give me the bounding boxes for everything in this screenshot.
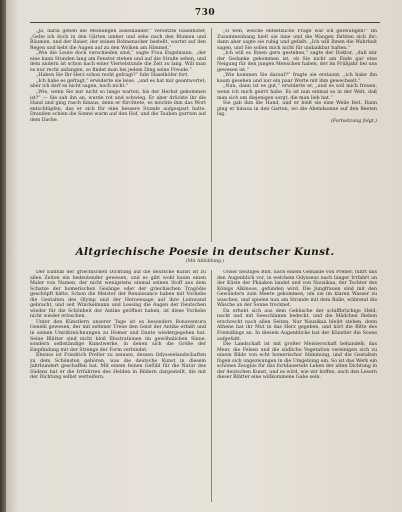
story-paragraph: „Ich habe es gefragt,“ erwiderte sie leise, „und es hat mir geantwortet; aber ich darf es nicht sagen, noch nicht.“	[30, 78, 206, 90]
article-paragraph: Unter den Künstlern unserer Tage ist es besonders Bonaventura Genelli gewesen, der mit seltener Treue den Geist der Antike erfaßt und in seinen Umrißzeichnungen zu Homer und Dante wiedergegeben hat. Seine Blätter sind nicht bloß Illustrationen im gewöhnlichen Sinne, sondern selbständige Kunstwerke, in denen sich die Größe der Empfindung mit der Strenge der Form verbindet.	[30, 319, 206, 353]
story-paragraph: „Ich will es Ihnen gern gestehen,“ sagte der Doktor, „daß mir der Gedanke gekommen ist, ob Sie nicht am Ende gar eine Neigung für den jungen Menschen haben, der im Frühjahr bei uns gewesen ist.“	[217, 51, 377, 73]
article-column-left	[30, 270, 206, 504]
column-divider-top	[211, 28, 212, 242]
story-paragraph: Sie gab ihm die Hand, und er hielt sie eine Weile fest. Dann ging er hinaus in den Garten, wo die Abendsonne auf den Beeten lag.	[217, 101, 377, 118]
book-gutter	[0, 0, 6, 512]
page-header	[30, 8, 380, 20]
article-paragraph: Die Landschaft ist mit großer Meisterschaft behandelt; das Meer, die Felsen und die südliche Vegetation vereinigen sich zu einem Bilde von echt homerischer Stimmung, und die Gestalten fügen sich ungezwungen in die Umgebung ein. So ist das Werk ein schönes Zeugnis für das fortdauernde Leben der alten Dichtung in der deutschen Kunst, und es wird, wie wir hoffen, auch den Lesern dieser Blätter eine willkommene Gabe sein.	[217, 342, 377, 381]
story-paragraph: „Wie die Leute doch verschieden sind,“ sagte Frau Engelmann, „der eine kann Stunden lang am Fenster stehen und auf die Straße sehen, und dem andern ist schon nach einer Viertelstunde die Zeit zu lang. Will man es nur recht anfangen, so findet man bei jedem Ding seine Freude.“	[30, 51, 206, 73]
page-number: 730	[194, 8, 216, 18]
story-column-right	[217, 29, 377, 242]
story-paragraph: „Wie kommen Sie darauf?“ fragte sie erstaunt, „ich habe ihn kaum gesehen und nur ein paar Worte mit ihm gewechselt.“	[217, 73, 377, 84]
story-paragraph: „O weh, welche entsetzliche Frage war ich gezwungen!“ Im Zusammenhang hielt sie inne und die Wangen färbten sich ihr; dann aber sagte sie ruhig und gefaßt: „Ich will Ihnen die Wahrheit sagen, und Sie sollen mich nicht für undankbar halten.“	[217, 29, 377, 51]
article-paragraph: Der Einfluß der griechischen Dichtung auf die deutsche Kunst ist zu allen Zeiten ein bedeutender gewesen, und es gibt wohl kaum einen Maler von Namen, der nicht wenigstens einmal seinen Stoff aus dem Schatze der homerischen Gesänge oder der griechischen Tragödie geschöpft hätte. Schon die Meister der Renaissance haben mit Vorliebe die Gestalten des Olymp und der Heroensage auf ihre Leinwand gebracht, und seit Winckelmann und Lessing die Augen der Deutschen wieder für die Schönheit der Antike geöffnet haben, ist diese Vorliebe nicht wieder erloschen.	[30, 270, 206, 320]
story-paragraph: „Wie, wenn Sie nur nicht so lange warten, bis der Herbst gekommen ist?“ — Sie sah ihn an, wurde rot und schwieg. Er aber drückte ihr die Hand und ging rasch hinaus, denn er fürchtete, es möchte ihm das Wort entschlüpfen, das er sich für eine bessere Stunde aufgespart hatte. Draußen schien die Sonne warm auf den Hof, und die Tauben gurrten auf dem Dache.	[30, 90, 206, 123]
story-paragraph: „Ja, darin gehen die Meinungen auseinander,“ versetzte Haselhöfer, „Gehe ich doch in den Gärten umher und sehe nach den Blumen und Bäumen, und der Bauer, der seinen Bohnenacker bestellt, wartet auf den Regen und hebt die Augen auf zu den Wolken am Himmel.“	[30, 29, 206, 51]
story-paragraph: „Haben Sie Ihr Herz schon recht gefragt?“ fuhr Haselhöfer fort.	[36, 73, 189, 79]
section-byline: (Mit Abbildung.)	[185, 259, 225, 264]
article-paragraph: Ebenso ist Friedrich Preller zu nennen, dessen Odysseelandschaften zu dem Schönsten gehören, was die deutsche Kunst in diesem Jahrhundert geschaffen hat. Mit einem feinen Gefühl für die Natur des Südens hat er die Irrfahrten des Helden in Bildern dargestellt, die mit der Dichtung selbst wetteifern.	[30, 353, 206, 381]
article-column-right	[217, 270, 377, 504]
article-paragraph: Da erhebt sich aus dem Gebüsche der schiffbrüchige Held, nackt und mit Seeschlamm bedeckt, und die Mädchen fliehen erschreckt nach allen Seiten. Nur Nausikaa bleibt stehen, denn Athene hat ihr Mut in das Herz gegeben, und hört die Bitte des Fremdlings an. In diesem Augenblicke hat der Künstler die Scene aufgefaßt.	[217, 308, 377, 342]
header-rule	[30, 22, 380, 23]
article-paragraph: Unser heutiges Bild, nach einem Gemälde von Preller, führt uns den Augenblick vor, in welchem Odysseus nach langer Irrfahrt an der Küste der Phäaken landet und von Nausikaa, der Tochter des Königs Alkinoos, gefunden wird. Die Jungfrauen sind mit den Gewändern zum Meere gekommen, um sie im klaren Wasser zu waschen, und spielen nun am Strande mit dem Balle, während die Wäsche an der Sonne trocknet.	[217, 270, 377, 309]
story-paragraph: „Nun, dann ist es gut,“ erwiderte er, „und es soll mich freuen, wenn ich mich geirrt habe. Es ist nun einmal so in der Welt, daß man sich um diejenigen sorgt, die man lieb hat.“	[217, 84, 377, 101]
story-column-left	[30, 29, 206, 242]
continued-note: (Fortsetzung folgt.)	[330, 118, 377, 124]
column-divider-bottom	[211, 270, 212, 502]
section-title: Altgriechische Poesie in deutscher Kunst.	[75, 246, 335, 258]
